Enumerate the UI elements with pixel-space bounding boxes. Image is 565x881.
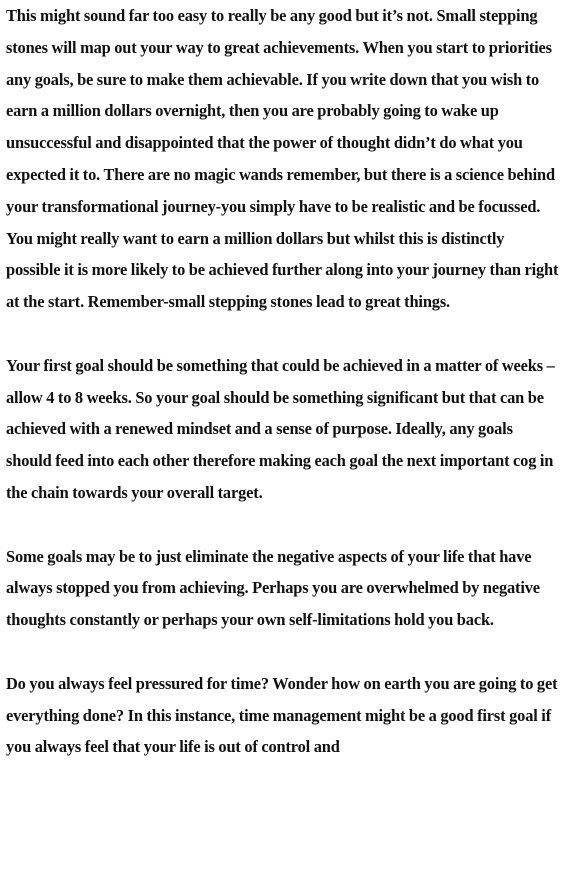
paragraph-3: Your first goal should be something that could be achieved in a matter of weeks – allow 4 to 8 weeks. So your goal should be something significant but that can be achieved with a renewed mindset and a sense of purpose. Ideally, any goals should feed into each other therefore making each goal the next important cog in the chain towards your overall target. [6,355,555,502]
paragraph-spacer [6,509,562,541]
paragraph-4: Some goals may be to just eliminate the negative aspects of your life that have always stopped you from achieving. Perhaps you are overwhelmed by negative thoughts constantly or perhaps your own self-limitations hold you back. [6,546,540,630]
document-body [6,0,562,763]
paragraph-spacer [6,318,562,350]
paragraph-2: You might really want to earn a million dollars but whilst this is distinctly possible it is more likely to be achieved further along into your journey than right at the start. Remember-small stepping stones lead to great things. [6,228,559,312]
paragraph-5: Do you always feel pressured for time? Wonder how on earth you are going to get everything done? In this instance, time management might be a good first goal if you always feel that your life is out of control and [6,673,558,757]
paragraph-spacer [6,636,562,668]
paragraph-1: This might sound far too easy to really be any good but it’s not. Small stepping stones will map out your way to great achievements. When you start to priorities any goals, be sure to make them achievable. If you write down that you wish to earn a million dollars overnight, then you are probably going to wake up unsuccessful and disappointed that the power of thought didn’t do what you expected it to. There are no magic wands remember, but there is a science behind your transformational journey-you simply have to be realistic and be focussed. [6,6,555,216]
